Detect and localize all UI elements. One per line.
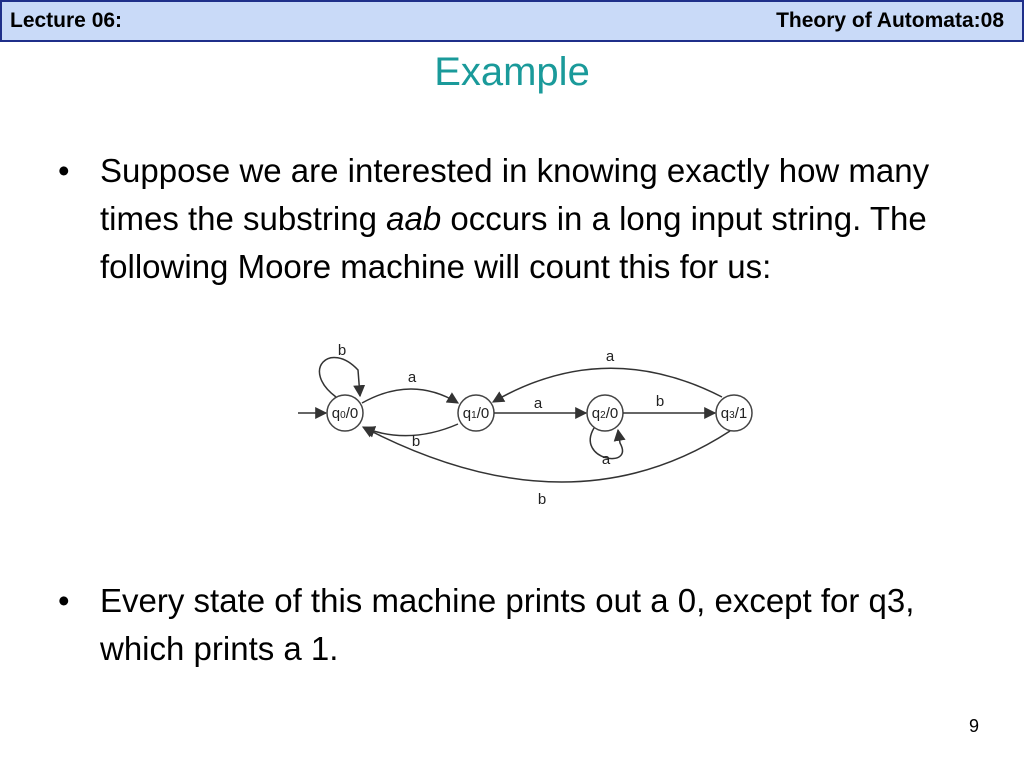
course-label: Theory of Automata:08 [776,9,1004,32]
state-subscript: 3 [729,410,735,421]
state-subscript: 0 [340,410,346,421]
svg-text:q2/0 [592,405,618,422]
bullet-text: Every state of this machine prints out a 0, except for q3, which prints a 1. [100,582,915,667]
state-name: q [331,405,341,422]
transition-label: b [337,342,347,359]
state-q0 [327,395,363,431]
substring-emphasis: aab [386,200,442,237]
state-q3 [716,395,752,431]
state-name: q [591,405,601,422]
state-output: /0 [605,405,619,422]
transition-label: a [407,369,417,386]
transition-label: b [411,433,421,450]
state-name: q [462,405,472,422]
slide-header [0,0,1024,42]
transition-q0-q0 [319,357,360,397]
bullet-item [58,147,978,347]
state-output: /0 [476,405,490,422]
slide-title: Example [434,50,590,94]
transition-label: a [605,348,615,365]
state-q1 [458,395,494,431]
state-name: q [720,405,730,422]
state-subscript: 2 [600,410,606,421]
transition-label: b [655,393,665,410]
lecture-label: Lecture 06: [10,9,123,32]
page-number: 9 [968,716,979,736]
svg-text:q1/0 [463,405,489,422]
bullet-dot: • [58,582,70,619]
transition-q0-q1 [362,389,458,403]
transition-label: b [537,491,547,508]
bullet-text-part: Suppose we are interested in knowing exactly how many times the substring [100,152,930,237]
state-output: /0 [345,405,359,422]
bullet-item [58,577,978,677]
bullet-text-part: occurs in a long input string. The following Moore machine will count this for us: [100,200,927,285]
bullet-text [100,147,970,291]
moore-machine-diagram [290,335,770,515]
svg-text:q0/0 [332,405,358,422]
state-output: /1 [734,405,748,422]
transition-label: a [533,395,543,412]
transition-label: a [601,451,611,468]
svg-text:q3/1 [721,405,747,422]
state-subscript: 1 [471,410,477,421]
bullet-dot: • [58,152,70,189]
state-q2 [587,395,623,431]
